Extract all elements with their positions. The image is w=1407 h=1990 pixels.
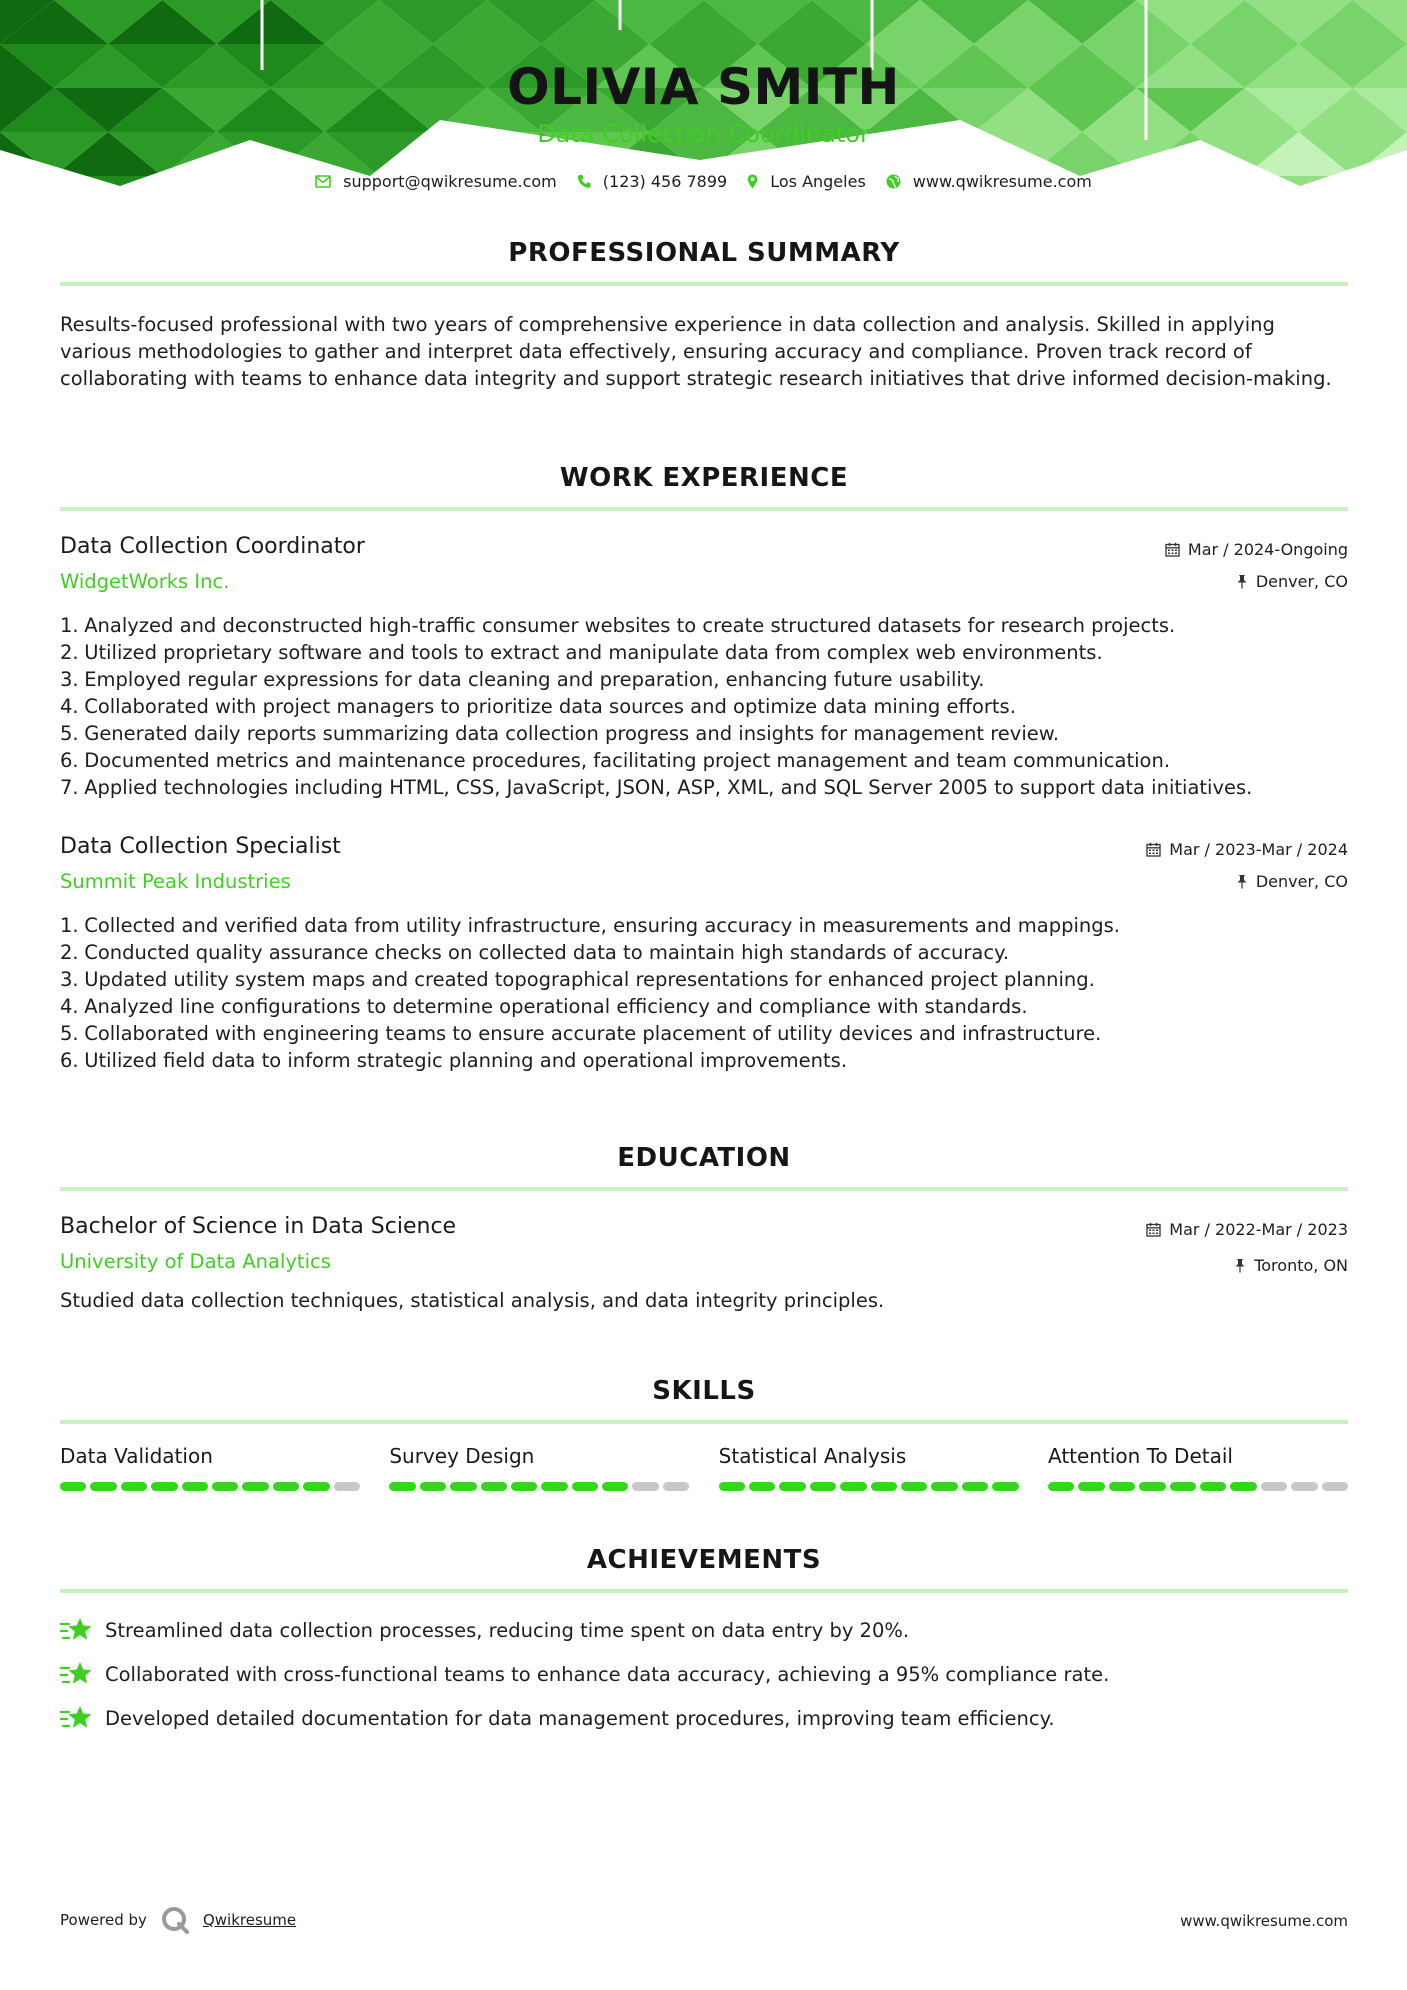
education-description: Studied data collection techniques, statistical analysis, and data integrity principles. [60,1289,885,1312]
phone-icon [577,174,591,189]
experience-section [60,463,1348,511]
skill-segment-filled [151,1482,177,1491]
list-item: 6. Utilized field data to inform strategic planning and operational improvements. [60,1049,848,1072]
skills-list [60,1444,1348,1491]
section-divider [60,1187,1348,1191]
achievements-heading: ACHIEVEMENTS [586,1545,822,1575]
skill-name: Statistical Analysis [718,1444,907,1468]
list-item: 4. Analyzed line configurations to determine operational efficiency and compliance with standards. [60,995,1028,1018]
education-dates-text: Mar / 2022-Mar / 2023 [1169,1220,1348,1239]
skill-segment-filled [90,1482,116,1491]
skill-segment-filled [1170,1482,1196,1491]
skill-segment-filled [541,1482,567,1491]
education-section [60,1143,1348,1191]
shooting-star-icon [60,1703,94,1733]
contact-website-text: www.qwikresume.com [912,172,1092,191]
qwikresume-link[interactable]: Qwikresume [202,1911,297,1929]
skill-segment-filled [992,1482,1018,1491]
pushpin-icon [1236,874,1248,889]
powered-by [60,1906,296,1934]
map-pin-icon [747,174,758,189]
skill-segment-filled [273,1482,299,1491]
skill-item [1048,1444,1348,1491]
education-location-text: Toronto, ON [1254,1256,1348,1275]
achievement-text: Streamlined data collection processes, reducing time spent on data entry by 20%. [105,1618,910,1642]
pushpin-icon [1234,1258,1246,1273]
skill-segment-filled [602,1482,628,1491]
skill-segment-filled [931,1482,957,1491]
skill-segment-filled [420,1482,446,1491]
education-heading: EDUCATION [617,1143,791,1173]
list-item: 5. Collaborated with engineering teams to ensure accurate placement of utility devices and infrastructure. [60,1022,1102,1045]
list-item: 2. Utilized proprietary software and tools to extract and manipulate data from complex web environments. [60,641,1103,664]
contact-location-text: Los Angeles [770,172,866,191]
skill-name: Data Validation [60,1444,213,1468]
skill-segment-filled [749,1482,775,1491]
list-item: 4. Collaborated with project managers to prioritize data sources and optimize data mining efforts. [60,695,1016,718]
achievements-section [60,1545,1348,1593]
skill-segment-filled [389,1482,415,1491]
contact-email[interactable] [315,172,557,191]
powered-by-label: Powered by [60,1911,147,1929]
job-location-text: Denver, CO [1255,872,1348,891]
skills-heading: SKILLS [652,1376,756,1406]
envelope-icon [315,175,331,188]
list-item: 7. Applied technologies including HTML, CSS, JavaScript, JSON, ASP, XML, and SQL Server 2005 to support data initiatives. [60,776,1253,799]
job-bullets [60,912,1348,1074]
job-location [1236,572,1348,591]
contact-phone[interactable] [577,172,727,191]
skill-name: Attention To Detail [1047,1444,1233,1468]
skill-segment-empty [1261,1482,1287,1491]
education-entry [60,1214,1348,1314]
job-bullets [60,612,1348,801]
skill-segment-filled [719,1482,745,1491]
achievement-item [60,1652,1348,1696]
skill-segment-filled [121,1482,147,1491]
skill-segment-filled [1200,1482,1226,1491]
skill-name: Survey Design [389,1444,535,1468]
skill-segment-filled [242,1482,268,1491]
skill-item [719,1444,1019,1491]
achievement-item [60,1608,1348,1652]
job-dates [1165,540,1348,559]
skill-segment-filled [810,1482,836,1491]
contact-location [747,172,866,191]
globe-icon [886,174,901,189]
job-entry [60,834,1348,1074]
candidate-title: Data Collection Coordinator [537,120,870,148]
degree: Bachelor of Science in Data Science [60,1214,457,1239]
skill-segment-empty [334,1482,360,1491]
calendar-icon [1146,1222,1161,1237]
calendar-icon [1165,542,1180,557]
list-item: 2. Conducted quality assurance checks on collected data to maintain high standards of accuracy. [60,941,1010,964]
skill-segment-empty [1291,1482,1317,1491]
job-location [1236,872,1348,891]
achievement-text: Collaborated with cross-functional teams to enhance data accuracy, achieving a 95% compliance rate. [105,1662,1110,1686]
skill-segment-filled [840,1482,866,1491]
skill-rating-bar [1048,1482,1348,1491]
skill-segment-filled [572,1482,598,1491]
skill-segment-empty [1322,1482,1348,1491]
job-entry [60,534,1348,801]
skill-segment-filled [511,1482,537,1491]
achievements-list [60,1608,1348,1740]
shooting-star-icon [60,1615,94,1645]
skill-segment-filled [871,1482,897,1491]
skill-segment-filled [1048,1482,1074,1491]
contact-phone-text: (123) 456 7899 [602,172,728,191]
skill-segment-filled [212,1482,238,1491]
skill-segment-filled [1139,1482,1165,1491]
education-dates [1146,1220,1348,1239]
education-location [1234,1256,1348,1275]
list-item: 1. Analyzed and deconstructed high-traffic consumer websites to create structured datasets for research projects. [60,614,1176,637]
skill-item [60,1444,360,1491]
skill-segment-filled [901,1482,927,1491]
job-dates-text: Mar / 2023-Mar / 2024 [1169,840,1348,859]
experience-heading: WORK EXPERIENCE [559,463,849,493]
footer-website[interactable]: www.qwikresume.com [1180,1912,1348,1930]
contact-website[interactable] [886,172,1092,191]
skill-segment-empty [632,1482,658,1491]
skill-segment-filled [303,1482,329,1491]
skill-rating-bar [389,1482,689,1491]
skill-segment-filled [60,1482,86,1491]
list-item: 5. Generated daily reports summarizing data collection progress and insights for management review. [60,722,1060,745]
contact-email-text: support@qwikresume.com [343,172,557,191]
summary-section [60,238,1348,286]
list-item: 1. Collected and verified data from utility infrastructure, ensuring accuracy in measurements and mappings. [60,914,1120,937]
job-role: Data Collection Coordinator [60,534,365,559]
pushpin-icon [1236,574,1248,589]
contact-row [0,172,1407,191]
job-role: Data Collection Specialist [60,834,341,859]
qwikresume-logo-icon [161,1906,191,1934]
skill-rating-bar [719,1482,1019,1491]
list-item: 3. Updated utility system maps and created topographical representations for enhanced project planning. [60,968,1095,991]
school: University of Data Analytics [60,1250,331,1273]
job-company: WidgetWorks Inc. [60,570,230,593]
job-location-text: Denver, CO [1255,572,1348,591]
skills-section [60,1376,1348,1424]
skill-item [389,1444,689,1491]
skill-segment-filled [962,1482,988,1491]
skill-rating-bar [60,1482,360,1491]
job-dates [1146,840,1348,859]
skill-segment-filled [450,1482,476,1491]
skill-segment-filled [1109,1482,1135,1491]
footer [60,1898,1348,1938]
skill-segment-filled [1078,1482,1104,1491]
job-dates-text: Mar / 2024-Ongoing [1187,540,1348,559]
shooting-star-icon [60,1659,94,1689]
job-company: Summit Peak Industries [60,870,291,893]
achievement-text: Developed detailed documentation for data management procedures, improving team efficiency. [105,1706,1055,1730]
skill-segment-filled [481,1482,507,1491]
section-divider [60,507,1348,511]
list-item: 6. Documented metrics and maintenance procedures, facilitating project management and team communication. [60,749,1171,772]
summary-heading: PROFESSIONAL SUMMARY [508,238,900,268]
summary-text: Results-focused professional with two years of comprehensive experience in data collection and analysis. Skilled in applying various methodologies to gather and interpret data effectively, ensuring accuracy and compliance. Proven track record of collaborating with teams to enhance data integrity and support strategic research initiatives that drive informed decision-making. [60,313,1332,390]
section-divider [60,1589,1348,1593]
skill-segment-filled [182,1482,208,1491]
achievement-item [60,1696,1348,1740]
section-divider [60,1420,1348,1424]
skill-segment-filled [1230,1482,1256,1491]
list-item: 3. Employed regular expressions for data cleaning and preparation, enhancing future usability. [60,668,985,691]
skill-segment-empty [663,1482,689,1491]
section-divider [60,282,1348,286]
calendar-icon [1146,842,1161,857]
candidate-name: OLIVIA SMITH [507,58,900,116]
skill-segment-filled [779,1482,805,1491]
